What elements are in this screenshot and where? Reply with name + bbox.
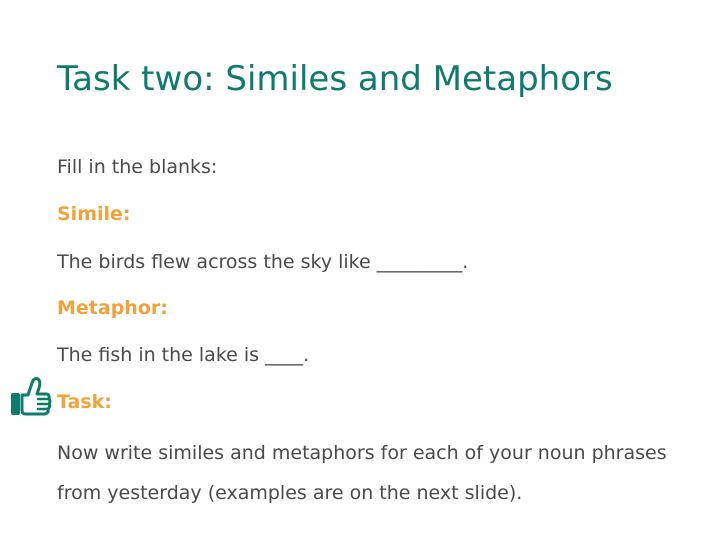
thumbs-up-icon [8,374,54,420]
simile-label: Simile: [57,203,131,225]
slide-title: Task two: Similes and Metaphors [57,59,613,99]
metaphor-label: Metaphor: [57,297,168,319]
simile-sentence: The birds flew across the sky like _________. [57,251,469,273]
instruction-text: Fill in the blanks: [57,156,218,178]
task-label: Task: [57,391,112,413]
task-text: Now write similes and metaphors for each of your noun phrases from yesterday (examples are on the next slide). [57,442,667,504]
metaphor-sentence: The fish in the lake is ____. [57,344,310,366]
